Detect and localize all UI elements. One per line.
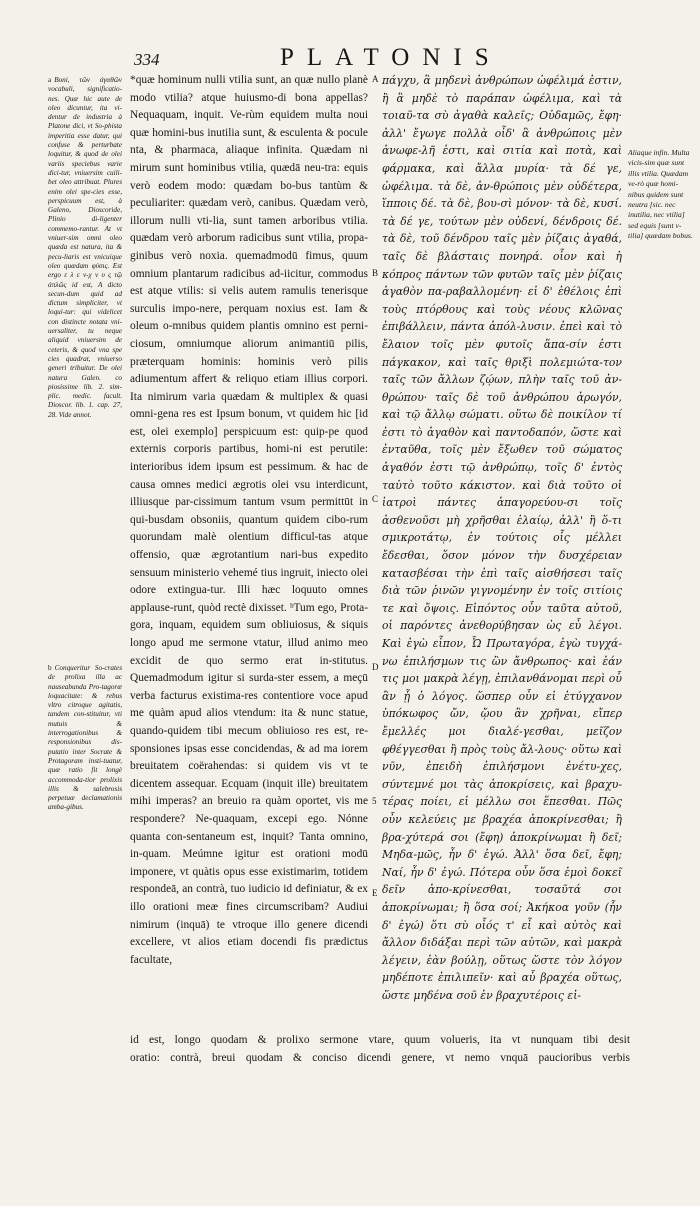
section-marker-d: D bbox=[372, 662, 379, 672]
page-number: 334 bbox=[134, 50, 160, 69]
latin-paragraph: *quæ hominum nulli vtilia sunt, an quæ nullo planè modo vtilia? atque huiusmo-di bona appellas? Nequaquam, inquit. Ve-rùm equidem multa noui quæ homini-bus inutilia sunt, & esculenta & pocule nta, & pharmaca, aliaque infinita. Quædam ni mirum sunt hominibus vtilia, quædā neu-tra: equis verò eodem modo: quædam bo-bus tantùm & peculiariter: quædam verò, canibus. Quædam verò, illorum nulli vti-lia, sunt tamen arboribus vtilia. quædam verò arborum radicibus sunt vtilia, propa-ginibus verò noxia. quemadmodū fimus, quum omnium plantarum radicibus ad-iicitur, commodus est atque vtilis: si velis autem ramulis tenerisque surculis impo-nere, perquam noxius est. Iam & oleum o-mnibus quidem plantis omnino est perni-ciosum, omniumque aliorum animantiū pilis, præterquam hominis: hominis verò pilis adiumentum affert & reliquo etiam illius corpori. Ita nimirum varia quædam & multiplex & quasi omni-gena res est Ipsum bonum, vt quidem hic [id est, olei exemplo] perspicuum est: quip-pe quod externis corporis partibus, homi-ni est perutile: interioribus idem ipsum est pessimum. & hac de causa omnes medici ægrotis olei vsu interdicunt, illiusque par-cissimum tantum vsum permittūt in qui-busdam obsoniis, quantum quidem cibo-rum quorundam malè olentium difficul-tas atque offensio, quæ ægrotantium nari-bus expedito sensuum ministerio vehemé tius ingruit, iniecto olei odore extingua-tur. Illi hæc loquuto omnes applause-runt, quòd rectè dixisset. ᵇTum ego, Prota-gora, inquam, equidem sum obliuiosus, & siquis longo apud me sermone vtatur, illud animo meo excidit de quo sermo erat in-stitutus. Quemadmodum igitur si surda-ster essem, a meçū verba facturus existima-res contentiore voce apud me quàm apud alios vtendum: ita & nunc statue, quando-quidem tibi mecum obliuioso res est, re-sponsiones ipsas esse concidendas, & ad ma iorem breuitatem coërahendas: si quidem vis vt te dicentem assequar. Ecquam (inquit ille) breuitatem mihi imperas? an breuio ra quàm oportet, vis me respondere? Ne-quaquam, excepi ego. Nónne quanta con-sentaneum est, inquit? Tanta omnino, in-quam. Meúmne igitur est orationi modū imponere, vt quàtis opus esse existimarim, totidem respondeā, an contrà, tuo iudicio id definiatur, & ex illo orationi meæ fines circumscribam? Audiui nimirum (inquā) te vtroque illo genere dicendi excellere, vt alios etiam docendi fis prædictus facultate, bbox=[130, 74, 368, 966]
right-margin-note bbox=[628, 148, 694, 308]
running-head: PLATONIS bbox=[280, 44, 502, 71]
section-marker-b: B bbox=[372, 268, 379, 278]
latin-column bbox=[130, 72, 368, 1032]
right-note-text: Aliaque infin. Multa vicis-sim quæ sunt illis vtilia. Quædam ve-rò quæ homi-nibus quidem sunt neutra [sic. nec inutilia, nec vtilia] sed equis [sunt v-tilia] quædam bobus. bbox=[628, 148, 693, 241]
greek-column bbox=[382, 72, 622, 1032]
full-width-lines bbox=[130, 1032, 630, 1067]
left-margin-note-a bbox=[48, 76, 122, 419]
note-a-letter: a bbox=[48, 76, 52, 84]
left-margin-note-b bbox=[48, 664, 122, 812]
note-b-letter: b bbox=[48, 664, 52, 672]
section-marker-a: A bbox=[372, 74, 379, 84]
note-b-text: Conqueritur So-crates de prolixa illa ac nauseabunda Pro-tagoræ loquacitate: & rebus vltro citroque agitatis, tandem con-stituitur, vti mutuis & interrogationibus & responsionibus dis-putatio inter Socrate & Protagoram insti-tuatur, quæ ratio fit longè accommoda-tior prolixis illis & salebrosis perpetuæ declamationis amba-gibus. bbox=[48, 664, 122, 812]
section-marker-e: E bbox=[372, 888, 378, 898]
footer-line-1: id est, longo quodam & prolixo sermone vtare, quum volueris, ita vt nunquam tibi desit bbox=[130, 1034, 630, 1046]
section-marker-five: 5 bbox=[372, 796, 377, 806]
section-marker-c: C bbox=[372, 494, 379, 504]
footer-line-2: oratio: contrà, breui quodam & conciso dicendi genere, vt nemo vnquā paucioribus verbis bbox=[130, 1051, 630, 1064]
greek-paragraph: πάγχυ, ἃ μηδενὶ ἀνθρώπων ὠφέλιμά ἐστιν, ἢ ἃ μηδὲ τὸ παράπαν ὠφέλιμα, καὶ τὰ τοιαῦ-τα σὺ ἀγαθὰ καλεῖς; Οὐδαμῶς, ἔφη· ἀλλ' ἔγωγε πολλὰ οἶδ' ἃ ἀνθρώποις μὲν ἀνωφε-λῆ ἐστι, καὶ σιτία καὶ ποτὰ, καὶ φάρμακα, καὶ ἄλλα μυρία· τὰ δέ γε, ὠφέλιμα. τὰ δὲ, ἀν-θρώποις μὲν οὐδέτερα, ἵπποις δέ. τὰ δὲ, βου-σὶ μόνον· τὰ δὲ, κυσί. τὰ δέ γε, τούτων μὲν οὐδενί, δένδροις δέ. τὰ δὲ, τοῦ δένδρου ταῖς μὲν ῥίζαις ἀγαθά, ταῖς δὲ βλάσταις πονηρά. οἷον καὶ ἡ κόπρος πάντων τῶν φυτῶν ταῖς μὲν ῥίζαις ἀγαθὸν πα-ραβαλλομένη· εἰ δ' ἐθέλοις ἐπὶ τοὺς πτόρθους καὶ τοὺς νέους κλῶνας ἐπιβάλλειν, πάντα ἀπόλ-λυσιν. ἐπεὶ καὶ τὸ ἔλαιον τοῖς μὲν φυτοῖς ἅπα-σίν ἐστι πάγκακον, καὶ ταῖς θριξὶ πολεμιώτα-τον ταῖς τῶν ἄλλων ζῴων, πλὴν ταῖς τοῦ ἀν-θρώπου· ταῖς δὲ τοῦ ἀνθρώπου ἀρωγόν, καὶ τῷ ἄλλῳ σώματι. οὕτω δὲ ποικίλον τί ἐστι τὸ ἀγαθὸν καὶ παντοδαπόν, ὥστε καὶ ἐνταῦθα, τοῖς μὲν ἔξωθεν τοῦ σώματος ἀγαθόν ἐστι τῷ ἀνθρώπῳ, τοῖς δ' ἐντὸς ταὐτὸ τοῦτο κάκιστον. καὶ διὰ τοῦτο οἱ ἰατροὶ πάντες ἀπαγορεύου-σι τοῖς ἀσθενοῦσι μὴ χρῆσθαι ἐλαίῳ, ἀλλ' ἢ ὅ-τι σμικροτάτῳ, ἐν τούτοις οἷς μέλλει ἔδεσθαι, ὅσον μόνον τὴν δυσχέρειαν κατασβέσαι τὴν ἐπὶ ταῖς αἰσθήσεσι ταῖς διὰ τῶν ῥινῶν γιγνομένην ἐν τοῖς σιτίοις τε καὶ ὄψοις. Εἰπόντος οὖν ταῦτα αὐτοῦ, οἱ παρόντες ἀνεθορύβησαν ὡς εὖ λέγοι. Καὶ ἐγὼ εἶπον, Ὦ Πρωταγόρα, ἐγὼ τυγχά-νω ἐπιλήσμων τις ὢν ἄνθρωπος· καὶ ἐάν τις μοι μακρὰ λέγῃ, ἐπιλανθάνομαι περὶ οὗ ἂν ᾖ ὁ λόγος. ὥσπερ οὖν εἰ ἐτύγχανον ὑπόκωφος ὤν, ᾤου ἂν χρῆναι, εἴπερ ἔμελλές μοι διαλέ-γεσθαι, μεῖζον φθέγγεσθαι ἢ πρὸς τοὺς ἄλ-λους· οὕτω καὶ νῦν, ἐπειδὴ ἐπιλήσμονι ἐνέτυ-χες, σύντεμνέ μοι τὰς ἀποκρίσεις, καὶ βραχυ-τέρας ποίει, εἰ μέλλω σοι ἕπεσθαι. Πῶς οὖν κελεύεις με βραχέα ἀποκρίνεσθαι; ἢ βρα-χύτερά σοι (ἔφη) ἀποκρίνωμαι ἢ δεῖ; Μηδα-μῶς, ἦν δ' ἐγώ. Ἀλλ' ὅσα δεῖ, ἔφη; Ναί, ἦν δ' ἐγώ. Πότερα οὖν ὅσα ἐμοὶ δοκεῖ δεῖν ἀπο-κρίνεσθαι, τοσαῦτά σοι ἀποκρίνωμαι; ἢ ὅσα σοί; Ἀκήκοα γοῦν (ἦν δ' ἐγώ) ὅτι σὺ οἷός τ' εἶ καὶ αὐτὸς καὶ ἄλλον διδάξαι περὶ τῶν αὐτῶν, καὶ μακρὰ λέγειν, ἐὰν βούλῃ, οὕτως ὥστε τὸν λόγον μηδέποτε ἐπιλιπεῖν· καὶ αὖ βραχέα οὕτως, ὥστε μηδένα σοῦ ἐν βραχυτέροις εἰ- bbox=[382, 74, 622, 1002]
note-a-text: Boni, τῶν ἀγαθῶν vocabuli, significatio-nes. Quæ hic aute de oleo dicuntur, ita vi-dentur de industria à Platone dici, vt So-phista imperitia esse datur, qui confuse & perturbate loquitur, & quod de olei variis speciebus varie dici-tur, vniuersim cuili-bet oleo attribuat. Plures enim olei spe-cies esse, perspicuum est, à Galeno, Dioscoride, Plinio di-ligenter commemo-rantur. At vt vniuer-sim omni oleo quæda est natura, ita & pecu-liaris est vnicuique oleo quædam φύσις. Est ergo ε λ ε ν-χ ν υ ς τῷ ἀπλῶς id est, A dicto secun-dum quid ad dictum simpliciter, vt loqui-tur: qui videlicet con distincte notata vni-uersaliter, tu neque aliquid vniuersim de ceteris, & quod vna spe cies quadrat, vniuerso generi tribuitur. De olei natura Galen. co piosissime lib. 2. sim-plic. medic. facult. Dioscor. lib. 1. cap. 27, 28. Vide annot. bbox=[48, 76, 122, 419]
